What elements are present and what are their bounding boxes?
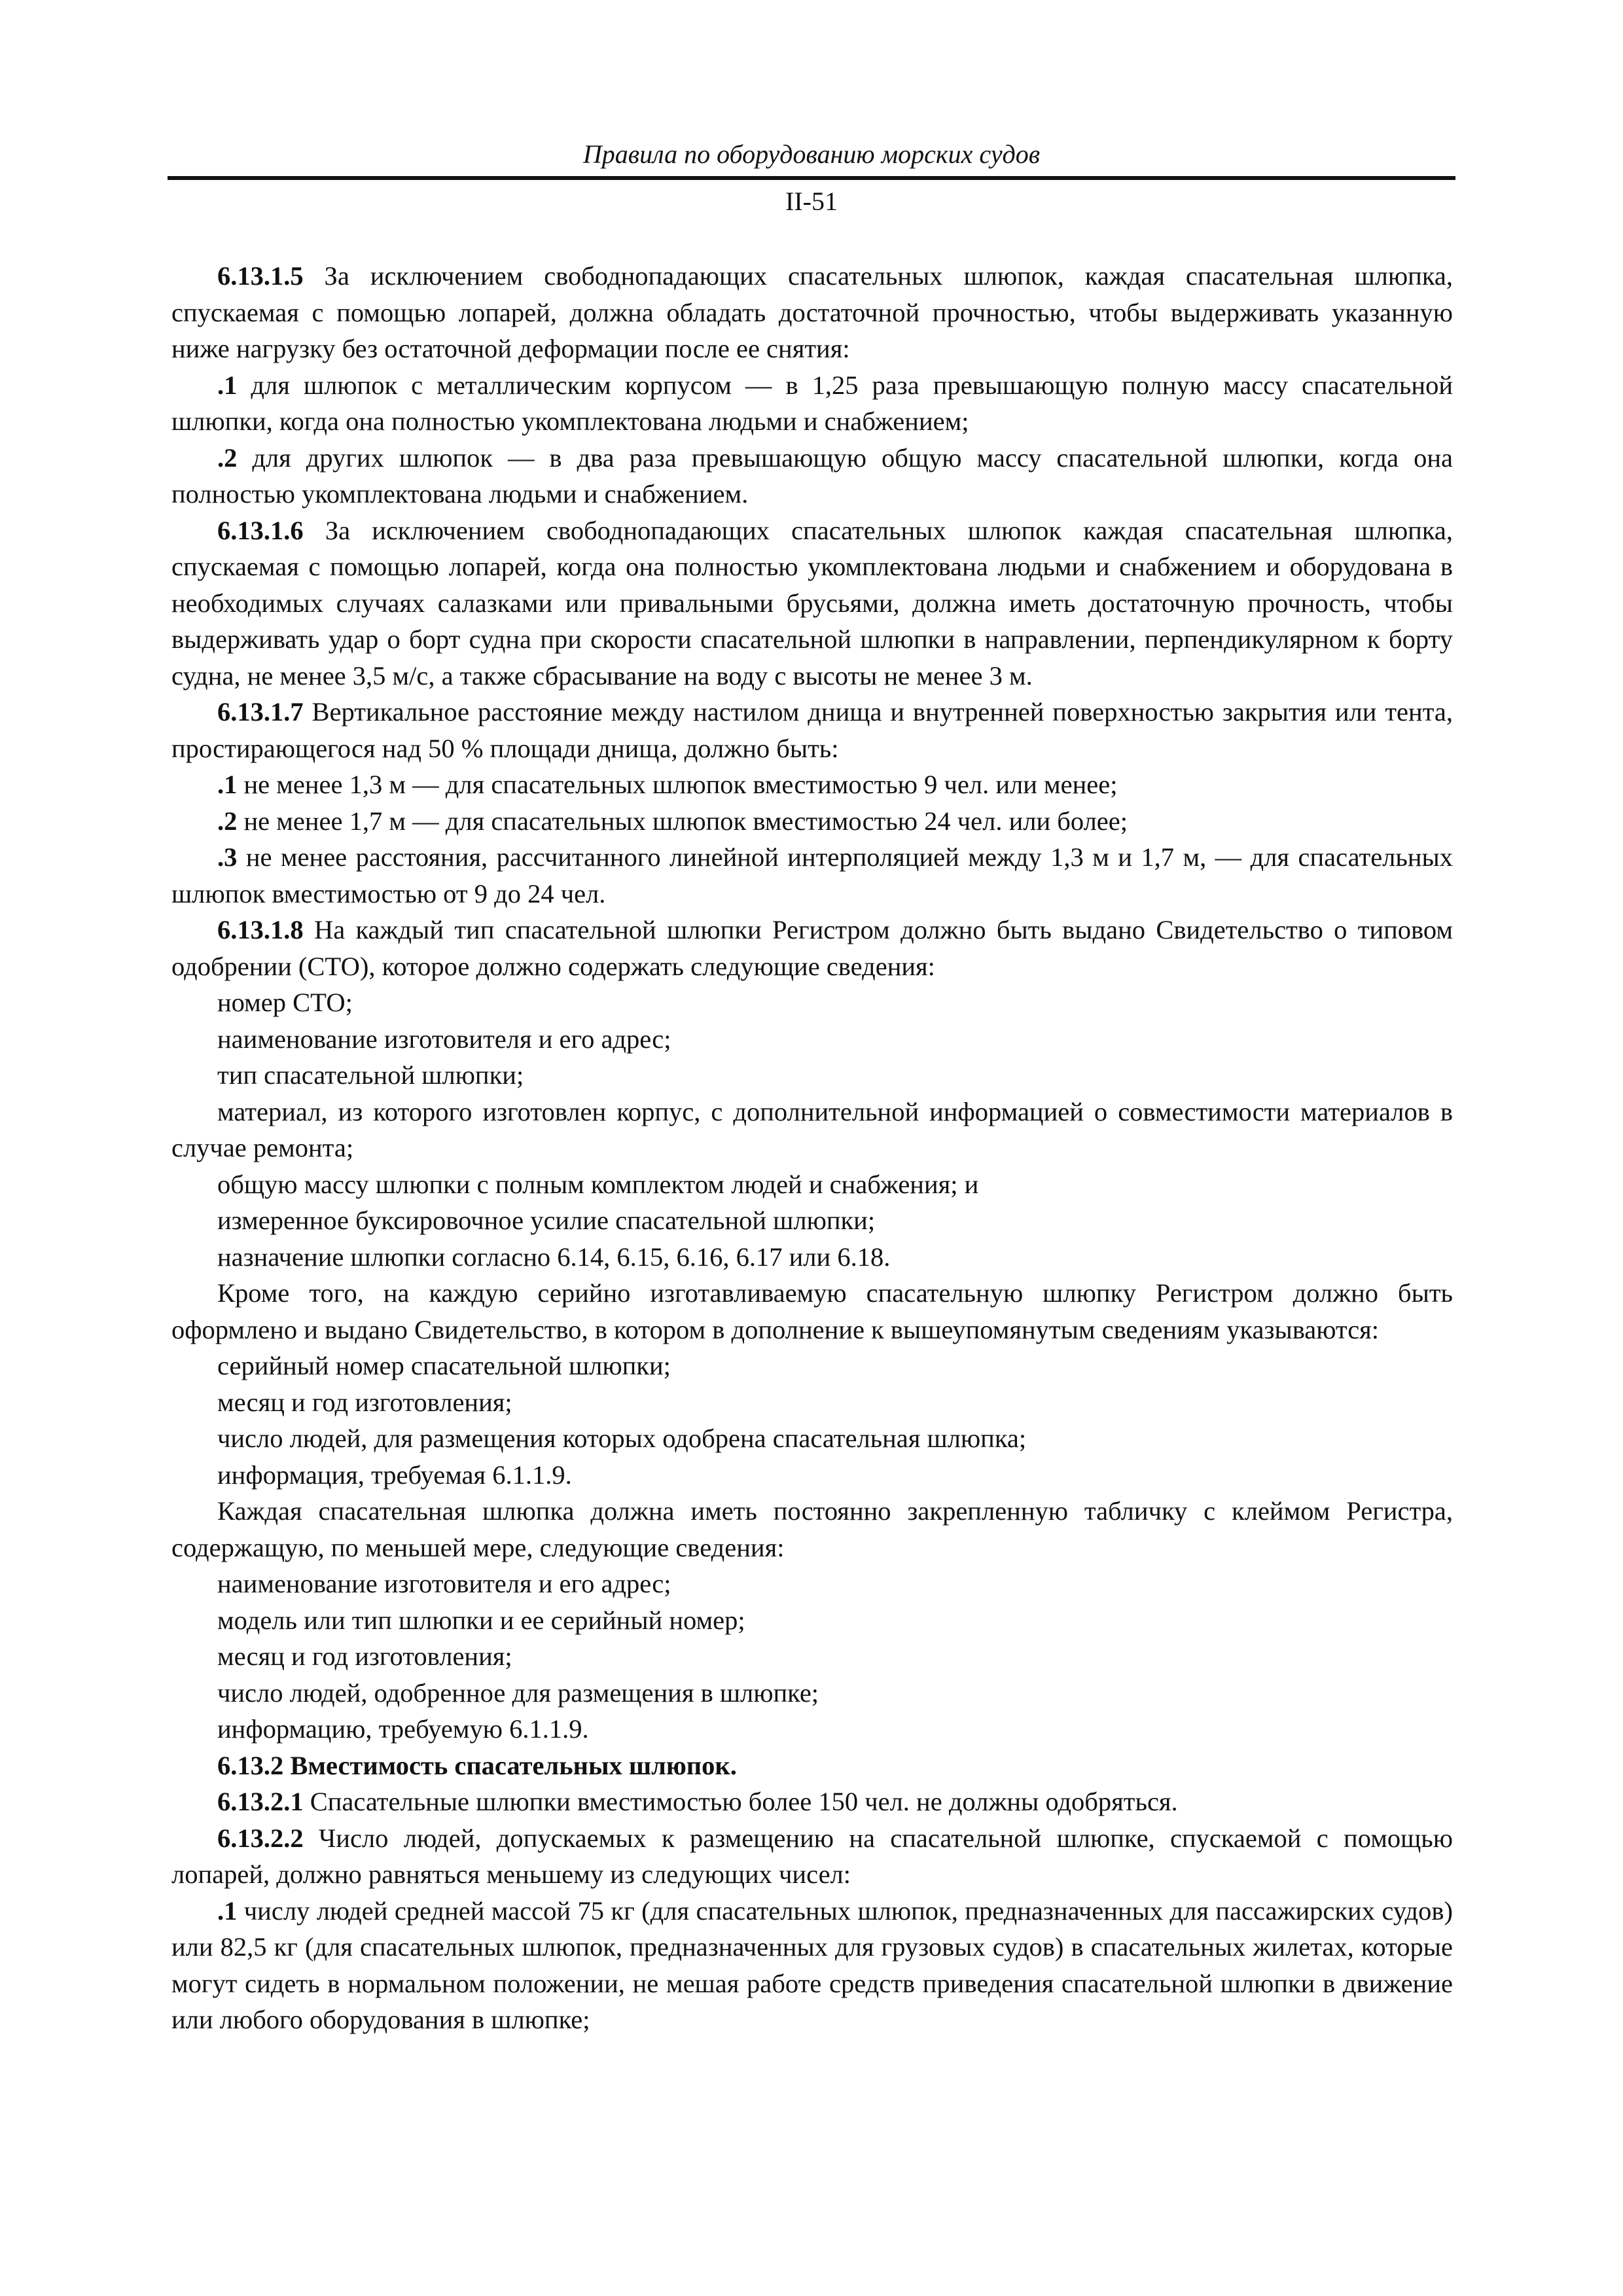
list-item: наименование изготовителя и его адрес; — [217, 1569, 671, 1598]
document-body — [171, 258, 1453, 2038]
list-item: месяц и год изготовления; — [217, 1387, 512, 1417]
list-item: материал, из которого изготовлен корпус, с дополнительной информацией о совместимости материалов в случае ремонта; — [171, 1096, 1453, 1162]
list-item: серийный номер спасательной шлюпки; — [217, 1351, 671, 1380]
clause-number: 6.13.1.6 — [217, 515, 304, 545]
paragraph-6-13-1-7 — [171, 694, 1453, 766]
clause-number: 6.13.1.8 — [217, 915, 304, 944]
paragraph-text: На каждый тип спасательной шлюпки Регистром должно быть выдано Свидетельство о типовом одобрении (СТО), которое должно содержать следующие сведения: — [171, 915, 1453, 981]
paragraph: Кроме того, на каждую серийно изготавливаемую спасательную шлюпку Регистром должно быть оформлено и выдано Свидетельство, в котором в дополнение к вышеупомянутым сведениям указываются: — [171, 1278, 1453, 1344]
paragraph-text: Вертикальное расстояние между настилом днища и внутренней поверхностью закрытия или тента, простирающегося над 50 % площади днища, должно быть: — [171, 697, 1453, 763]
running-header-title: Правила по оборудованию морских судов — [582, 139, 1041, 169]
list-number: .1 — [217, 770, 238, 799]
paragraph-text: не менее 1,7 м — для спасательных шлюпок вместимостью 24 чел. или более; — [237, 806, 1128, 836]
list-item: измеренное буксировочное усилие спасательной шлюпки; — [217, 1206, 876, 1235]
paragraph-6-13-1-5 — [171, 258, 1453, 367]
clause-number: 6.13.2.2 — [217, 1823, 304, 1853]
list-item: информацию, требуемую 6.1.1.9. — [217, 1714, 589, 1744]
list-item: число людей, для размещения которых одобрена спасательная шлюпка; — [217, 1424, 1027, 1453]
paragraph-6-13-1-6 — [171, 512, 1453, 694]
list-item — [171, 367, 1453, 440]
list-item — [171, 839, 1453, 912]
list-number: .1 — [217, 1895, 238, 1926]
section-heading: 6.13.2 Вместимость спасательных шлюпок. — [217, 1750, 737, 1780]
list-item: номер СТО; — [217, 988, 353, 1017]
paragraph-6-13-1-8 — [171, 912, 1453, 984]
clause-number: 6.13.2.1 — [217, 1787, 304, 1816]
paragraph-text: Число людей, допускаемых к размещению на спасательной шлюпке, спускаемой с помощью лопарей, должно равняться меньшему из следующих чисел: — [171, 1823, 1453, 1889]
list-item: модель или тип шлюпки и ее серийный номер; — [217, 1605, 745, 1635]
list-item: информация, требуемая 6.1.1.9. — [217, 1460, 572, 1490]
list-item — [171, 1893, 1453, 2038]
list-item — [171, 440, 1453, 512]
list-item: тип спасательной шлюпки; — [217, 1060, 524, 1090]
list-item: общую массу шлюпки с полным комплектом людей и снабжения; и — [217, 1169, 979, 1199]
clause-number: 6.13.1.7 — [217, 697, 304, 726]
clause-number: 6.13.1.5 — [217, 261, 304, 291]
paragraph-text: За исключением свободнопадающих спасательных шлюпок, каждая спасательная шлюпка, спускаемая с помощью лопарей, должна обладать достаточной прочностью, чтобы выдерживать указанную ниже нагрузку без остаточной деформации после ее снятия: — [171, 261, 1453, 363]
page-number: II-51 — [785, 187, 838, 216]
paragraph-6-13-2-1 — [171, 1784, 1453, 1820]
list-number: .2 — [217, 806, 238, 836]
paragraph-text: для шлюпок с металлическим корпусом — в 1,25 раза превышающую полную массу спасательной шлюпки, когда она полностью укомплектована людьми и снабжением; — [171, 370, 1453, 436]
list-item: число людей, одобренное для размещения в шлюпке; — [217, 1677, 819, 1708]
list-item: наименование изготовителя и его адрес; — [217, 1024, 671, 1054]
paragraph-text: За исключением свободнопадающих спасательных шлюпок каждая спасательная шлюпка, спускаемая с помощью лопарей, когда она полностью укомплектована людьми и снабжением и оборудована в необходимых случаях салазками или привальными брусьями, должна иметь достаточную прочность, чтобы выдерживать удар о борт судна при скорости спасательной шлюпки в направлении, перпендикулярном к борту судна, не менее 3,5 м/с, а также сбрасывание на воду с высоты не менее 3 м. — [171, 515, 1453, 691]
paragraph-text: Спасательные шлюпки вместимостью более 150 чел. не должны одобряться. — [303, 1787, 1178, 1816]
list-item — [171, 803, 1453, 840]
paragraph-text: числу людей средней массой 75 кг (для спасательных шлюпок, предназначенных для пассажирских судов) или 82,5 кг (для спасательных шлюпок, предназначенных для грузовых судов) в спасательных жилетах, которые могут сидеть в нормальном положении, не мешая работе средств приведения спасательной шлюпки в движение или любого оборудования в шлюпке; — [171, 1895, 1453, 2034]
paragraph-text: не менее расстояния, рассчитанного линейной интерполяцией между 1,3 м и 1,7 м, — для спасательных шлюпок вместимостью от 9 до 24 чел. — [171, 842, 1453, 908]
paragraph-text: для других шлюпок — в два раза превышающую общую массу спасательной шлюпки, когда она полностью укомплектована людьми и снабжением. — [171, 442, 1453, 509]
list-item: месяц и год изготовления; — [217, 1641, 512, 1671]
paragraph-6-13-2-2 — [171, 1820, 1453, 1893]
list-item: назначение шлюпки согласно 6.14, 6.15, 6.16, 6.17 или 6.18. — [217, 1242, 891, 1272]
paragraph: Каждая спасательная шлюпка должна иметь постоянно закрепленную табличку с клеймом Регистра, содержащую, по меньшей мере, следующие сведения: — [171, 1496, 1453, 1562]
list-number: .2 — [217, 442, 238, 473]
header-rule — [168, 176, 1455, 180]
section-heading-6-13-2 — [171, 1748, 1453, 1784]
paragraph-text: не менее 1,3 м — для спасательных шлюпок вместимостью 9 чел. или менее; — [237, 770, 1118, 799]
list-number: .3 — [217, 842, 238, 872]
list-item — [171, 766, 1453, 803]
list-number: .1 — [217, 370, 238, 400]
